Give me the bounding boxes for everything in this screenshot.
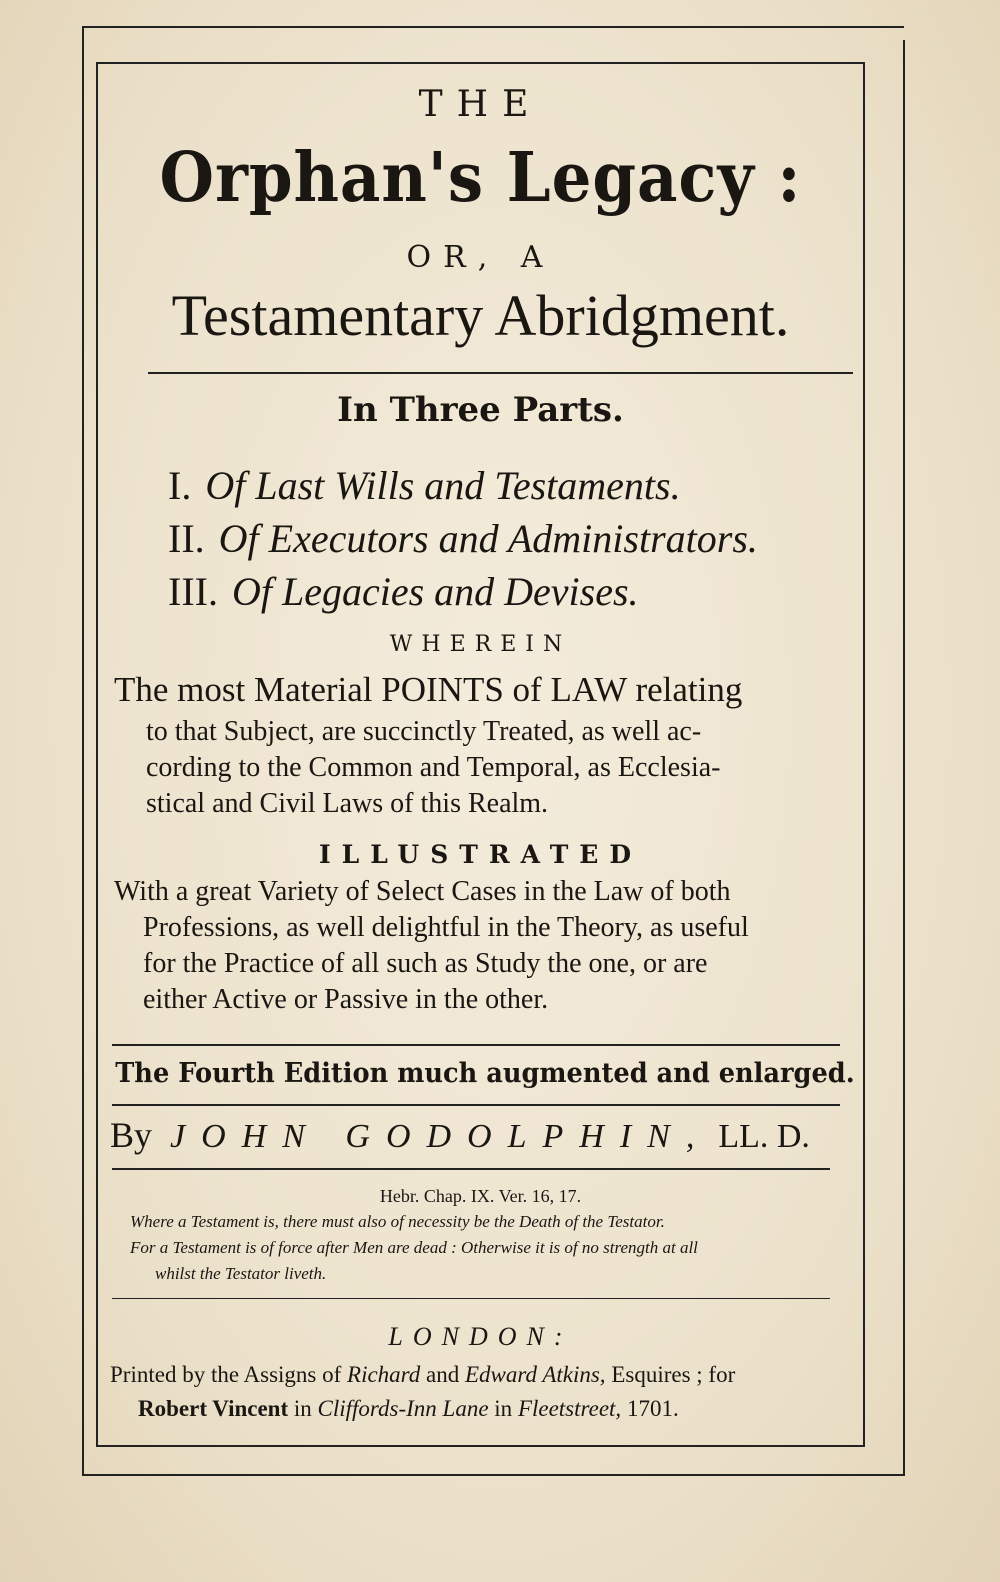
illustrated-line: for the Practice of all such as Study the one, or are: [143, 948, 708, 979]
wherein-line: cording to the Common and Temporal, as Ecclesia-: [146, 752, 721, 783]
part-item: [168, 568, 639, 615]
imprint-text: Printed by the Assigns of: [110, 1362, 342, 1387]
divider-rule: [112, 1298, 830, 1299]
imprint-name: Edward Atkins,: [465, 1362, 606, 1387]
book-subtitle: Testamentary Abridgment.: [171, 283, 790, 348]
epigraph-line: whilst the Testator liveth.: [155, 1264, 327, 1283]
part-text: Of Legacies and Devises.: [231, 569, 639, 614]
divider-rule: [148, 372, 853, 374]
epigraph-reference: Hebr. Chap. IX. Ver. 16, 17.: [379, 1186, 582, 1206]
imprint-line: [138, 1396, 679, 1422]
wherein-line: to that Subject, are succinctly Treated, as well ac-: [146, 716, 702, 747]
outer-border-right: [903, 40, 905, 1476]
divider-rule: [112, 1104, 840, 1106]
author-by: By: [110, 1115, 153, 1155]
imprint-name: Richard: [347, 1362, 421, 1387]
part-item: [168, 462, 681, 509]
part-item: [168, 515, 758, 562]
imprint-publisher: Robert Vincent: [138, 1396, 289, 1421]
wherein-heading: WHEREIN: [389, 632, 572, 657]
title-the: THE: [418, 84, 543, 125]
part-number: I.: [168, 463, 192, 508]
illustrated-line: Professions, as well delightful in the Theory, as useful: [143, 912, 749, 943]
illustrated-line: With a great Variety of Select Cases in the Law of both: [114, 876, 731, 907]
author-line: [110, 1114, 810, 1156]
imprint-text: and: [426, 1362, 460, 1387]
imprint-text: in: [293, 1396, 312, 1421]
imprint-place: Cliffords-Inn Lane: [317, 1396, 489, 1421]
book-title: Orphan's Legacy :: [159, 138, 802, 218]
author-name: JOHN GODOLPHIN,: [170, 1118, 711, 1155]
imprint-city: LONDON:: [388, 1322, 573, 1351]
illustrated-line: either Active or Passive in the other.: [143, 984, 549, 1015]
imprint-year: 1701.: [626, 1396, 679, 1421]
divider-rule: [112, 1044, 840, 1046]
imprint-text: Esquires ; for: [611, 1362, 736, 1387]
title-or-a: OR, A: [406, 240, 555, 275]
author-degree: LL. D.: [718, 1118, 810, 1155]
divider-rule: [112, 1168, 830, 1170]
epigraph-line: Where a Testament is, there must also of necessity be the Death of the Testator.: [130, 1212, 665, 1231]
illustrated-heading: ILLUSTRATED: [318, 840, 643, 869]
imprint-line: [110, 1362, 735, 1388]
part-number: II.: [168, 516, 205, 561]
part-text: Of Executors and Administrators.: [218, 516, 758, 561]
imprint-place: Fleetstreet,: [517, 1396, 622, 1421]
part-text: Of Last Wills and Testaments.: [205, 463, 681, 508]
wherein-line: stical and Civil Laws of this Realm.: [146, 788, 549, 819]
parts-heading: In Three Parts.: [337, 390, 624, 430]
part-number: III.: [168, 569, 218, 614]
edition-statement: The Fourth Edition much augmented and enlarged.: [115, 1058, 855, 1089]
wherein-line: The most Material POINTS of LAW relating: [114, 670, 743, 709]
epigraph-line: For a Testament is of force after Men are dead : Otherwise it is of no strength at all: [130, 1238, 698, 1257]
imprint-text: in: [494, 1396, 513, 1421]
